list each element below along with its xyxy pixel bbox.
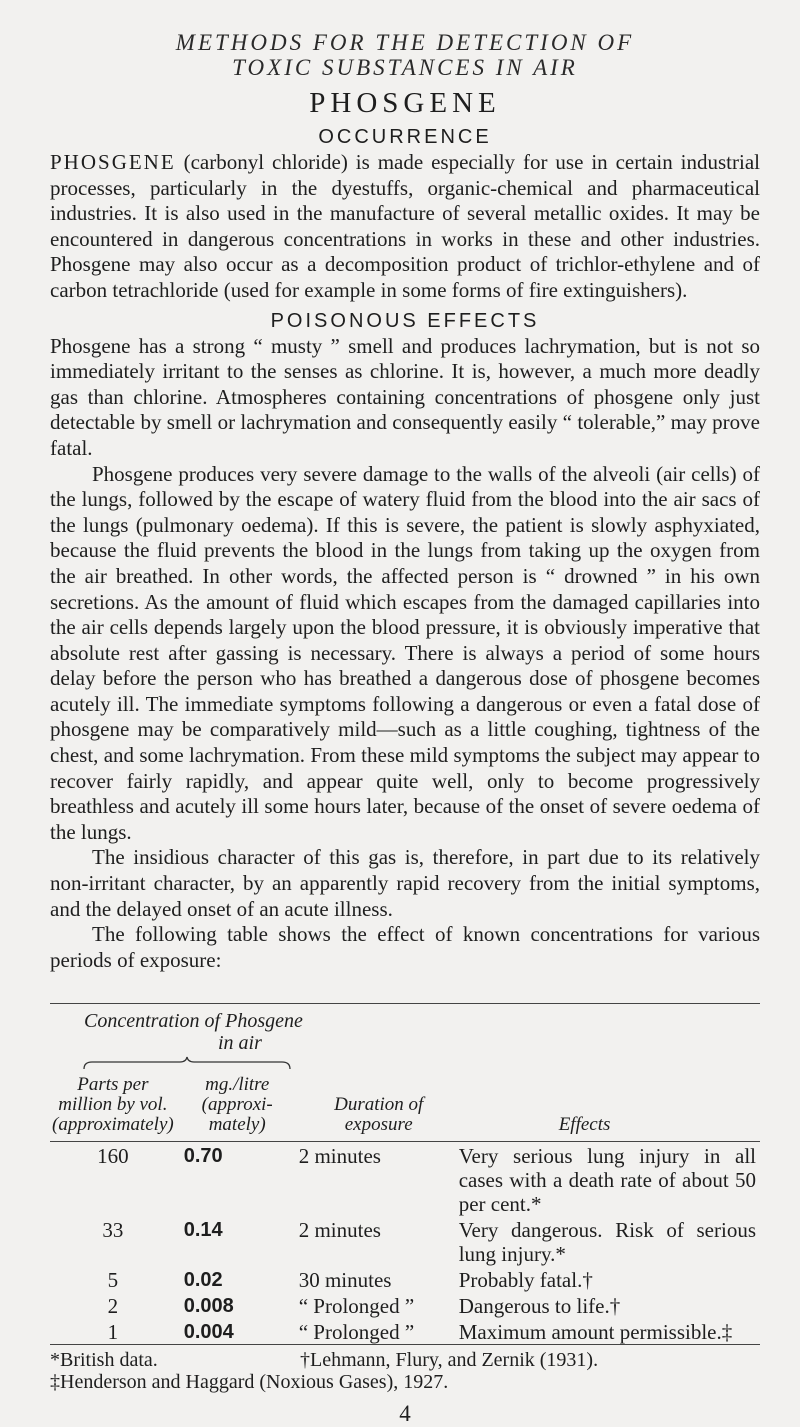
cell-duration: 2 minutes (298, 1218, 381, 1243)
table-caption-line1: Concentration of Phosgene (84, 1010, 303, 1033)
series-title-line2: TOXIC SUBSTANCES IN AIR (232, 55, 578, 80)
document-page (50, 30, 760, 1427)
occurrence-paragraph (50, 150, 760, 304)
table-row (50, 1142, 760, 1217)
table-row (50, 1292, 760, 1318)
exposure-table-section (50, 1003, 760, 1393)
cell-mg: 0.14 (183, 1219, 223, 1242)
cell-duration: “ Prolonged ” (298, 1294, 415, 1319)
cell-ppm: 160 (97, 1144, 129, 1169)
series-title (50, 30, 760, 80)
column-header-mg: mg./litre (approxi- mately) (201, 1074, 273, 1136)
occurrence-lead: PHOSGENE (50, 150, 176, 174)
occurrence-heading: OCCURRENCE (318, 126, 492, 148)
cell-mg: 0.004 (183, 1321, 234, 1344)
occurrence-text: (carbonyl chloride) is made especially for use in certain industrial processes, particularly in the dyestuffs, organic-chemical and pharmaceutical industries. It is also used in the manufacture of several metallic oxides. It may be encountered in dangerous concentrations in works in these and other industries. Phosgene may also occur as a decomposition product of trichlor-ethylene and of carbon tetrachloride (used for example in some forms of fire extinguishers). (50, 150, 760, 302)
effects-paragraph-3: The insidious character of this gas is, therefore, in part due to its relatively non-irritant character, by an apparently rapid recovery from the initial symptoms, and the delayed onset of an acute illness. (50, 845, 760, 921)
series-title-line1: METHODS FOR THE DETECTION OF (175, 30, 635, 55)
footnote-british: *British data. (50, 1349, 158, 1372)
footnotes (50, 1349, 760, 1393)
effects-paragraph-4: The following table shows the effect of known concentrations for various periods of exposure: (50, 922, 760, 972)
effects-paragraph-1: Phosgene has a strong “ musty ” smell and produces lachrymation, but is not so immediately irritant to the senses as chlorine. It is, however, a much more deadly gas than chlorine. Atmospheres containing concentrations of phosgene only just detectable by smell or lachrymation and consequently easily “ tolerable,” may prove fatal. (50, 333, 760, 460)
cell-duration: 2 minutes (298, 1144, 381, 1169)
poisonous-effects-heading: POISONOUS EFFECTS (270, 309, 540, 332)
brace-icon (82, 1056, 292, 1070)
effects-paragraph-2: Phosgene produces very severe damage to the walls of the alveoli (air cells) of the lungs, followed by the escape of watery fluid from the blood into the air sacs of the lungs (pulmonary oedema). If this is severe, the patient is slowly asphyxiated, because the fluid prevents the blood in the lungs from taking up the oxygen from the air breathed. In other words, the affected person is “ drowned ” in his own secretions. As the amount of fluid which escapes from the damaged capillaries into the air cells depends largely upon the blood pressure, it is obviously imperative that absolute rest after gassing is necessary. There is always a period of some hours delay before the person who has breathed a dangerous dose of phosgene becomes acutely ill. The immediate symptoms following a dangerous or even a fatal dose of phosgene may be comparatively mild—such as a little coughing, tightness of the chest, and some lachrymation. From these mild symptoms the subject may appear to recover fairly rapidly, and appear quite well, only to become progressively breathless and acutely ill some hours later, because of the onset of severe oedema of the lungs. (50, 461, 760, 844)
table-row (50, 1318, 760, 1345)
table-top-rule (50, 1003, 760, 1004)
cell-effects: Very dangerous. Risk of serious lung injury.* (458, 1218, 756, 1267)
cell-effects: Very serious lung injury in all cases with a death rate of about 50 per cent.* (458, 1144, 756, 1217)
footnote-row (50, 1349, 760, 1371)
footnote-lehmann: †Lehmann, Flury, and Zernik (1931). (300, 1349, 599, 1372)
table-header-row (50, 1075, 760, 1142)
cell-duration: “ Prolonged ” (298, 1320, 415, 1345)
column-header-effects: Effects (558, 1114, 611, 1136)
column-header-ppm: Parts per million by vol. (approximately) (52, 1074, 174, 1136)
cell-ppm: 5 (107, 1268, 119, 1293)
cell-mg: 0.008 (183, 1295, 234, 1318)
cell-effects: Dangerous to life.† (458, 1294, 621, 1319)
cell-ppm: 2 (107, 1294, 119, 1319)
column-header-duration: Duration of exposure (334, 1094, 424, 1136)
cell-mg: 0.02 (183, 1269, 223, 1292)
cell-duration: 30 minutes (298, 1268, 392, 1293)
exposure-table (50, 1075, 760, 1345)
footnote-henderson: ‡Henderson and Haggard (Noxious Gases), 1927. (50, 1371, 449, 1394)
gas-title: PHOSGENE (309, 87, 501, 119)
cell-mg: 0.70 (183, 1145, 223, 1168)
cell-effects: Maximum amount permissible.‡ (458, 1320, 733, 1345)
cell-ppm: 33 (102, 1218, 124, 1243)
cell-effects: Probably fatal.† (458, 1268, 593, 1293)
table-row (50, 1266, 760, 1292)
table-caption-line2: in air (218, 1032, 262, 1055)
table-row (50, 1216, 760, 1266)
cell-ppm: 1 (107, 1320, 119, 1345)
page-number: 4 (399, 1401, 411, 1427)
